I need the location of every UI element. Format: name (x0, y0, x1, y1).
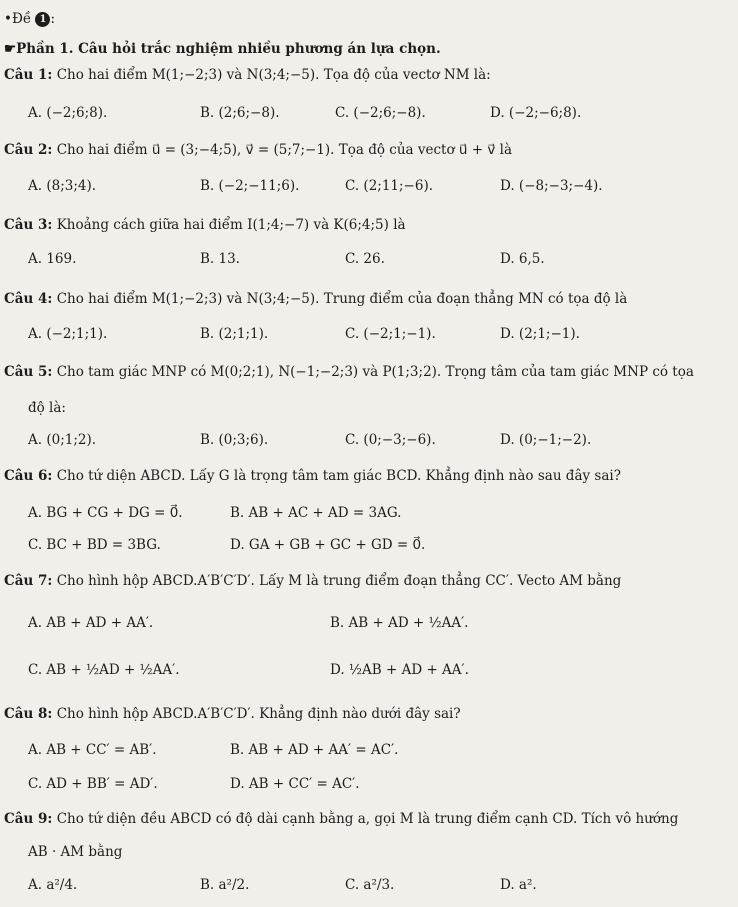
q3-option-b[interactable]: B. 13. (200, 251, 240, 267)
q8-option-c[interactable]: C. AD + BB′ = AD′. (28, 776, 158, 792)
q3-option-d[interactable]: D. 6,5. (500, 251, 545, 267)
q6-option-b[interactable]: B. AB + AC + AD = 3AG. (230, 505, 402, 521)
question-8: Câu 8: Cho hình hộp ABCD.A′B′C′D′. Khẳng định nào dưới đây sai? (4, 706, 461, 722)
q2-option-a[interactable]: A. (8;3;4). (28, 178, 97, 194)
question-7: Câu 7: Cho hình hộp ABCD.A′B′C′D′. Lấy M là trung điểm đoạn thẳng CC′. Vecto AM bằng (4, 573, 622, 589)
question-6: Câu 6: Cho tứ diện ABCD. Lấy G là trọng tâm tam giác BCD. Khẳng định nào sau đây sai? (4, 468, 621, 484)
q2-option-d[interactable]: D. (−8;−3;−4). (500, 178, 603, 194)
question-2: Câu 2: Cho hai điểm u⃗ = (3;−4;5), v⃗ = (5;7;−1). Tọa độ của vectơ u⃗ + v⃗ là (4, 142, 513, 158)
question-9: Câu 9: Cho tứ diện đều ABCD có độ dài cạnh bằng a, gọi M là trung điểm cạnh CD. Tích vô hướng (4, 811, 679, 827)
q9-option-d[interactable]: D. a². (500, 877, 537, 893)
q1-option-c[interactable]: C. (−2;6;−8). (335, 105, 426, 121)
q7-option-b[interactable]: B. AB + AD + ½AA′. (330, 615, 469, 631)
q1-option-a[interactable]: A. (−2;6;8). (28, 105, 108, 121)
q3-option-c[interactable]: C. 26. (345, 251, 385, 267)
exam-header: •Đề 1 : (4, 11, 56, 27)
q9-option-a[interactable]: A. a²/4. (28, 877, 78, 893)
question-5: Câu 5: Cho tam giác MNP có M(0;2;1), N(−1;−2;3) và P(1;3;2). Trọng tâm của tam giác MNP có tọa (4, 364, 694, 380)
exam-number-badge: 1 (35, 12, 50, 27)
q9-option-b[interactable]: B. a²/2. (200, 877, 250, 893)
q1-option-d[interactable]: D. (−2;−6;8). (490, 105, 582, 121)
question-1: Câu 1: Cho hai điểm M(1;−2;3) và N(3;4;−5). Tọa độ của vectơ NM là: (4, 67, 491, 83)
question-4: Câu 4: Cho hai điểm M(1;−2;3) và N(3;4;−5). Trung điểm của đoạn thẳng MN có tọa độ là (4, 291, 628, 307)
q2-option-c[interactable]: C. (2;11;−6). (345, 178, 434, 194)
q1-option-b[interactable]: B. (2;6;−8). (200, 105, 280, 121)
q3-option-a[interactable]: A. 169. (28, 251, 77, 267)
q5-option-d[interactable]: D. (0;−1;−2). (500, 432, 592, 448)
q9-option-c[interactable]: C. a²/3. (345, 877, 395, 893)
hand-pointer-icon: ☛ (4, 41, 17, 57)
q6-option-c[interactable]: C. BC + BD = 3BG. (28, 537, 161, 553)
q7-option-a[interactable]: A. AB + AD + AA′. (28, 615, 154, 631)
q4-option-a[interactable]: A. (−2;1;1). (28, 326, 108, 342)
q5-option-b[interactable]: B. (0;3;6). (200, 432, 269, 448)
q6-option-d[interactable]: D. GA + GB + GC + GD = 0⃗. (230, 537, 426, 553)
q6-option-a[interactable]: A. BG + CG + DG = 0⃗. (28, 505, 183, 521)
q7-option-c[interactable]: C. AB + ½AD + ½AA′. (28, 662, 180, 678)
q5-option-c[interactable]: C. (0;−3;−6). (345, 432, 436, 448)
q8-option-d[interactable]: D. AB + CC′ = AC′. (230, 776, 360, 792)
q4-option-d[interactable]: D. (2;1;−1). (500, 326, 580, 342)
q7-option-d[interactable]: D. ½AB + AD + AA′. (330, 662, 469, 678)
q5-option-a[interactable]: A. (0;1;2). (28, 432, 97, 448)
question-9-cont: AB · AM bằng (28, 844, 123, 860)
question-3: Câu 3: Khoảng cách giữa hai điểm I(1;4;−7) và K(6;4;5) là (4, 217, 406, 233)
question-5-cont: độ là: (28, 400, 66, 416)
q2-option-b[interactable]: B. (−2;−11;6). (200, 178, 300, 194)
q4-option-b[interactable]: B. (2;1;1). (200, 326, 269, 342)
part1-title: ☛Phần 1. Câu hỏi trắc nghiệm nhiều phương án lựa chọn. (4, 41, 441, 57)
q8-option-b[interactable]: B. AB + AD + AA′ = AC′. (230, 742, 399, 758)
q4-option-c[interactable]: C. (−2;1;−1). (345, 326, 436, 342)
q8-option-a[interactable]: A. AB + CC′ = AB′. (28, 742, 157, 758)
